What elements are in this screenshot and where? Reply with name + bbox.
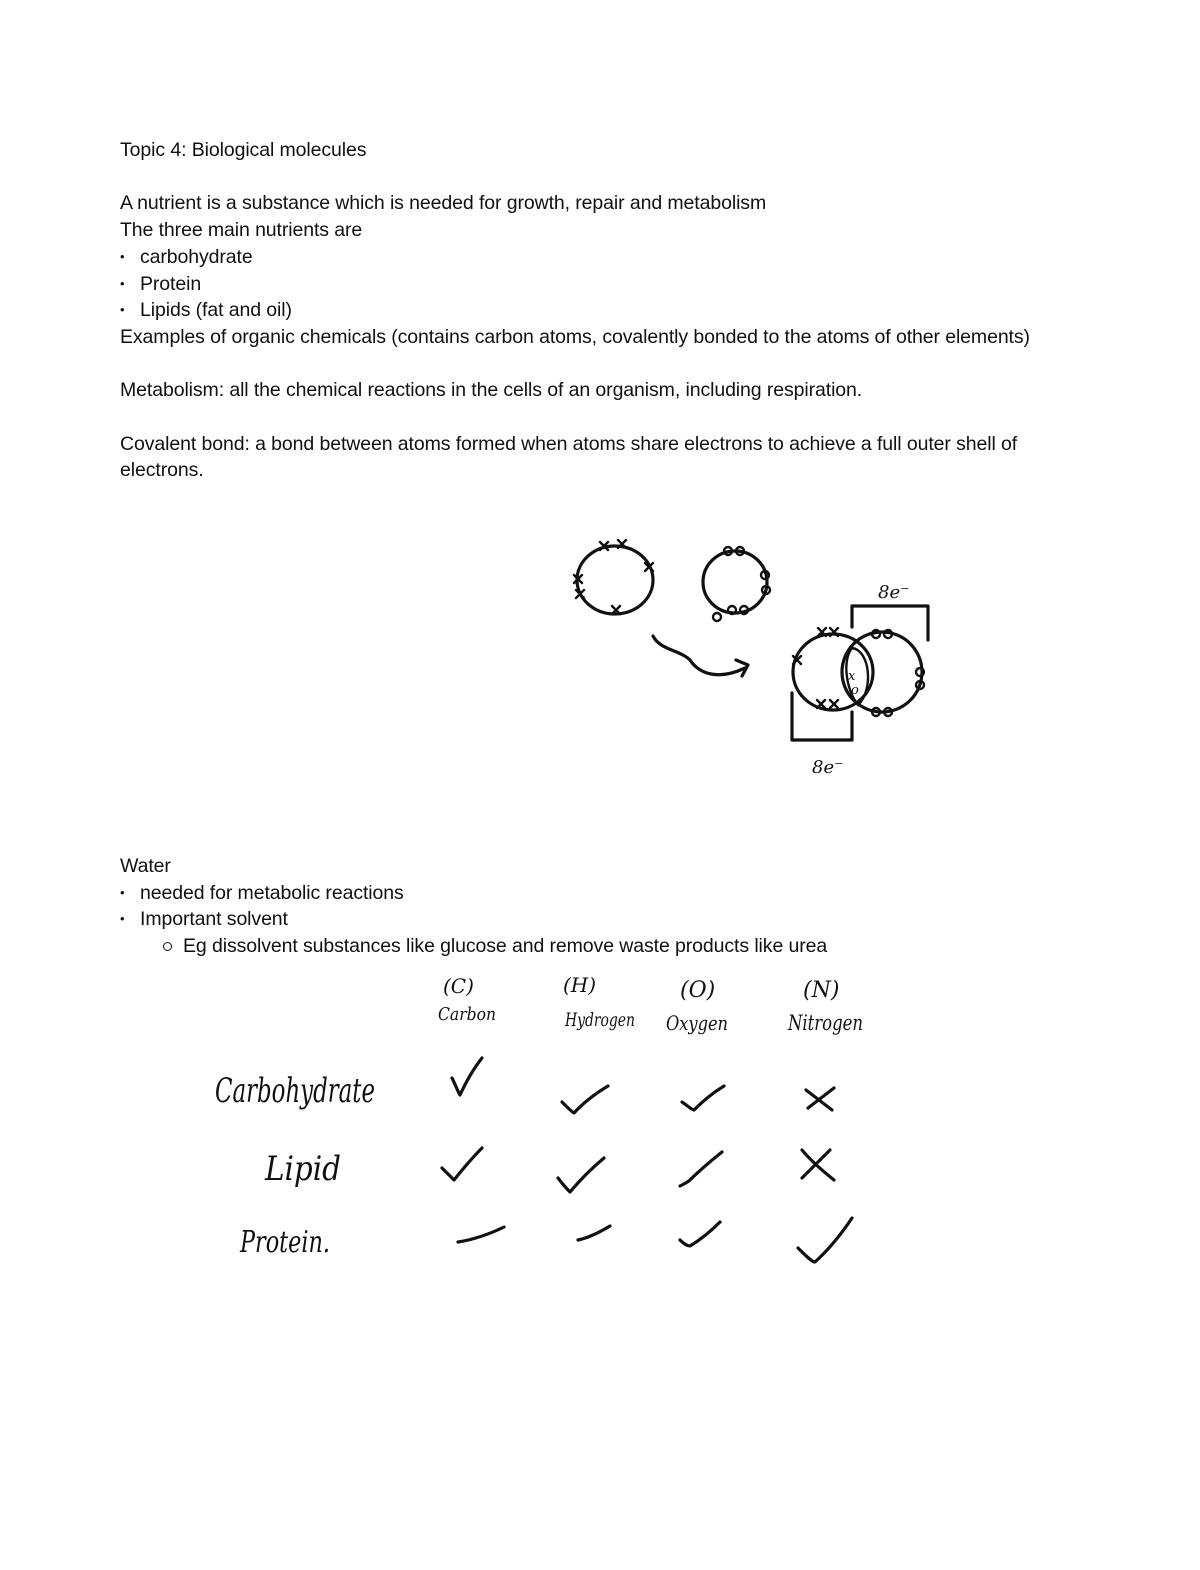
metabolism-definition: Metabolism: all the chemical reactions in the cells of an organism, including respiration. <box>120 379 863 402</box>
arrow-line <box>653 636 745 675</box>
element-table <box>215 973 863 1262</box>
check-mark <box>452 1058 482 1095</box>
electron-dot <box>713 613 721 621</box>
cross-mark <box>806 1088 834 1110</box>
check-mark <box>680 1152 722 1186</box>
check-mark <box>680 1222 720 1246</box>
sub-list-item: Eg dissolvent substances like glucose and remove waste products like urea <box>120 933 1100 960</box>
list-item: • carbohydrate <box>120 245 253 268</box>
label-bottom: 8e⁻ <box>812 757 844 778</box>
row-label: Protein. <box>239 1225 330 1260</box>
svg-text:o: o <box>851 683 859 698</box>
column-name: Hydrogen <box>564 1009 635 1031</box>
column-symbol: (N) <box>803 978 840 1003</box>
cross-mark <box>802 1150 834 1180</box>
column-name: Carbon <box>438 1004 496 1025</box>
check-mark <box>562 1086 608 1113</box>
list-item: • needed for metabolic reactions <box>120 881 404 904</box>
main-nutrients-lead: The three main nutrients are <box>120 219 363 242</box>
label-top: 8e⁻ <box>878 582 910 603</box>
atom-shell-left <box>577 546 653 614</box>
page-title: Topic 4: Biological molecules <box>120 139 367 161</box>
check-mark <box>682 1086 724 1110</box>
water-heading: Water <box>120 855 171 877</box>
check-mark <box>442 1148 482 1180</box>
check-mark <box>578 1226 610 1240</box>
list-item: • Important solvent <box>120 908 288 931</box>
svg-text:x: x <box>848 669 856 684</box>
row-label: Carbohydrate <box>215 1071 375 1111</box>
covalent-bond-definition: Covalent bond: a bond between atoms formed when atoms share electrons to achieve a full outer shell of electrons. <box>120 432 1018 482</box>
column-name: Oxygen <box>666 1011 728 1035</box>
column-symbol: (C) <box>443 974 474 998</box>
electron-crosses <box>793 628 838 708</box>
column-symbol: (O) <box>680 978 716 1003</box>
column-symbol: (H) <box>563 973 597 997</box>
check-mark <box>798 1218 852 1262</box>
atom-shell-right <box>703 551 767 613</box>
nutrient-definition: A nutrient is a substance which is needed for growth, repair and metabolism <box>120 192 767 215</box>
list-item: • Lipids (fat and oil) <box>120 299 292 322</box>
check-mark <box>558 1158 604 1192</box>
column-name: Nitrogen <box>787 1011 863 1035</box>
bonded-shell-left <box>793 634 873 710</box>
organic-note: Examples of organic chemicals (contains carbon atoms, covalently bonded to the atoms of other elements) <box>120 325 1030 348</box>
list-item: • Protein <box>120 272 202 295</box>
bracket-bottom <box>792 693 852 740</box>
check-mark <box>458 1227 504 1242</box>
row-label: Lipid <box>264 1149 341 1189</box>
